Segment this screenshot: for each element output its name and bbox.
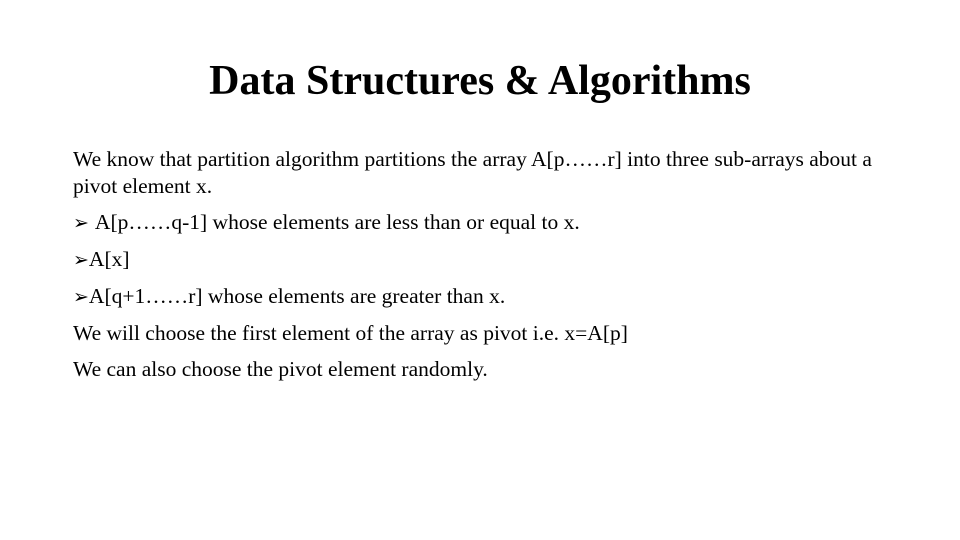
bullet-text: A[p……q-1] whose elements are less than or equal to x. xyxy=(94,210,580,234)
bullet-text: A[x] xyxy=(88,247,130,271)
bullet-item xyxy=(73,241,873,278)
arrow-bullet-icon: ➢ xyxy=(73,286,89,308)
body-line: We can also choose the pivot element randomly. xyxy=(73,357,488,381)
intro-text: We know that partition algorithm partitions the array A[p……r] into three sub-arrays about a pivot element x. xyxy=(73,147,872,198)
body-line: We will choose the first element of the array as pivot i.e. x=A[p] xyxy=(73,321,628,345)
bullet-text: A[q+1……r] whose elements are greater than x. xyxy=(88,284,506,308)
arrow-bullet-icon: ➢ xyxy=(73,249,89,271)
slide-title: Data Structures & Algorithms xyxy=(209,58,751,104)
bullet-item xyxy=(73,278,873,315)
slide-body xyxy=(73,146,873,387)
arrow-bullet-icon: ➢ xyxy=(73,212,89,234)
bullet-item xyxy=(73,204,873,241)
